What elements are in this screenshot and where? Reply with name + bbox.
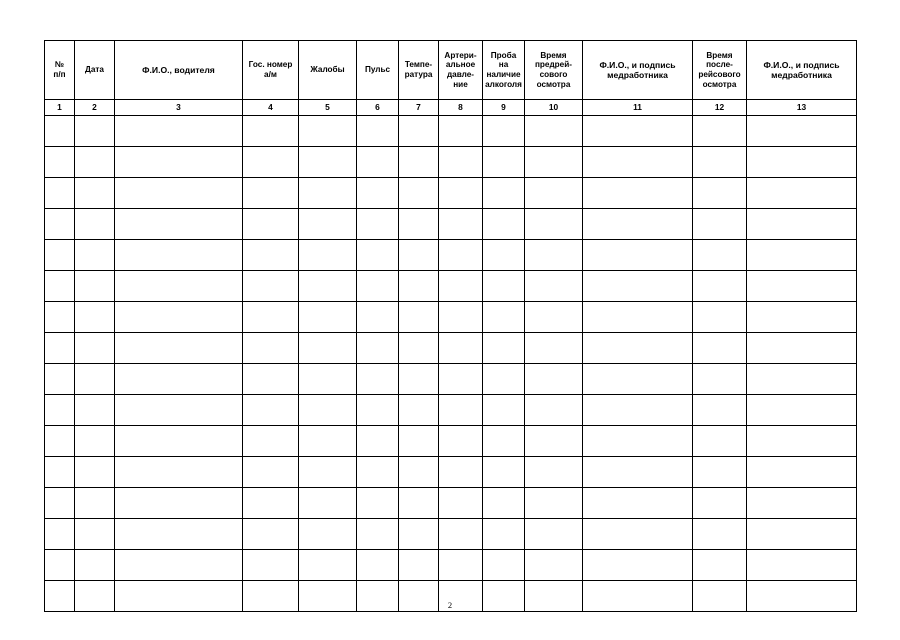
table-cell[interactable]	[357, 333, 399, 364]
table-cell[interactable]	[45, 488, 75, 519]
table-cell[interactable]	[583, 271, 693, 302]
table-cell[interactable]	[693, 271, 747, 302]
table-cell[interactable]	[693, 395, 747, 426]
header-cell-date: Дата	[75, 41, 115, 100]
table-cell[interactable]	[439, 364, 483, 395]
column-number-5: 5	[299, 100, 357, 116]
table-cell[interactable]	[483, 457, 525, 488]
table-cell[interactable]	[45, 178, 75, 209]
table-cell[interactable]	[525, 240, 583, 271]
table-cell[interactable]	[439, 147, 483, 178]
table-cell[interactable]	[399, 209, 439, 240]
table-cell[interactable]	[439, 240, 483, 271]
table-cell[interactable]	[439, 302, 483, 333]
table-cell[interactable]	[583, 364, 693, 395]
column-number-10: 10	[525, 100, 583, 116]
table-cell[interactable]	[483, 488, 525, 519]
table-cell[interactable]	[693, 519, 747, 550]
header-cell-number: № п/п	[45, 41, 75, 100]
table-cell[interactable]	[483, 395, 525, 426]
table-cell[interactable]	[399, 550, 439, 581]
table-cell[interactable]	[583, 147, 693, 178]
table-cell[interactable]	[693, 116, 747, 147]
header-cell-vehicle-number: Гос. номер а/м	[243, 41, 299, 100]
table-cell[interactable]	[525, 116, 583, 147]
table-header	[45, 41, 857, 116]
table-cell[interactable]	[75, 116, 115, 147]
table-cell[interactable]	[45, 333, 75, 364]
column-number-6: 6	[357, 100, 399, 116]
table-cell[interactable]	[693, 178, 747, 209]
table-cell[interactable]	[115, 457, 243, 488]
table-cell[interactable]	[583, 550, 693, 581]
column-number-2: 2	[75, 100, 115, 116]
table-cell[interactable]	[525, 333, 583, 364]
table-cell[interactable]	[243, 302, 299, 333]
table-cell[interactable]	[693, 209, 747, 240]
table-cell[interactable]	[483, 209, 525, 240]
table-cell[interactable]	[115, 116, 243, 147]
table-cell[interactable]	[357, 271, 399, 302]
table-cell[interactable]	[45, 426, 75, 457]
table-cell[interactable]	[693, 333, 747, 364]
table-cell[interactable]	[747, 457, 857, 488]
column-number-8: 8	[439, 100, 483, 116]
table-row	[45, 333, 857, 364]
table-row	[45, 302, 857, 333]
table-cell[interactable]	[399, 116, 439, 147]
header-cell-pretrip-time: Время предрей- сового осмотра	[525, 41, 583, 100]
table-cell[interactable]	[75, 178, 115, 209]
table-cell[interactable]	[583, 519, 693, 550]
header-cell-driver-name: Ф.И.О., водителя	[115, 41, 243, 100]
table-cell[interactable]	[299, 116, 357, 147]
column-number-1: 1	[45, 100, 75, 116]
table-cell[interactable]	[243, 240, 299, 271]
table-cell[interactable]	[75, 426, 115, 457]
table-cell[interactable]	[357, 209, 399, 240]
table-cell[interactable]	[747, 178, 857, 209]
table-cell[interactable]	[299, 178, 357, 209]
table-cell[interactable]	[243, 426, 299, 457]
table-cell[interactable]	[399, 395, 439, 426]
column-number-13: 13	[747, 100, 857, 116]
table-cell[interactable]	[45, 519, 75, 550]
table-cell[interactable]	[243, 271, 299, 302]
table-cell[interactable]	[299, 519, 357, 550]
table-cell[interactable]	[747, 364, 857, 395]
table-cell[interactable]	[115, 147, 243, 178]
table-cell[interactable]	[483, 302, 525, 333]
table-cell[interactable]	[115, 302, 243, 333]
table-cell[interactable]	[357, 426, 399, 457]
table-cell[interactable]	[45, 271, 75, 302]
table-cell[interactable]	[399, 519, 439, 550]
table-cell[interactable]	[439, 488, 483, 519]
table-cell[interactable]	[525, 550, 583, 581]
table-row	[45, 457, 857, 488]
table-cell[interactable]	[115, 488, 243, 519]
table-cell[interactable]	[115, 364, 243, 395]
table-cell[interactable]	[243, 519, 299, 550]
table-cell[interactable]	[583, 395, 693, 426]
table-cell[interactable]	[439, 271, 483, 302]
table-cell[interactable]	[525, 178, 583, 209]
table-cell[interactable]	[75, 240, 115, 271]
table-cell[interactable]	[357, 395, 399, 426]
table-cell[interactable]	[483, 333, 525, 364]
table-cell[interactable]	[357, 302, 399, 333]
table-cell[interactable]	[399, 457, 439, 488]
table-cell[interactable]	[115, 209, 243, 240]
table-cell[interactable]	[357, 488, 399, 519]
table-cell[interactable]	[525, 364, 583, 395]
table-row	[45, 178, 857, 209]
table-cell[interactable]	[45, 395, 75, 426]
table-cell[interactable]	[399, 426, 439, 457]
table-cell[interactable]	[483, 116, 525, 147]
table-row	[45, 271, 857, 302]
table-cell[interactable]	[583, 333, 693, 364]
header-cell-pulse: Пульс	[357, 41, 399, 100]
table-cell[interactable]	[483, 240, 525, 271]
table-cell[interactable]	[357, 364, 399, 395]
table-cell[interactable]	[243, 395, 299, 426]
table-cell[interactable]	[75, 147, 115, 178]
table-cell[interactable]	[525, 147, 583, 178]
table-cell[interactable]	[747, 426, 857, 457]
table-cell[interactable]	[439, 426, 483, 457]
table-cell[interactable]	[747, 271, 857, 302]
table-cell[interactable]	[357, 178, 399, 209]
table-cell[interactable]	[399, 178, 439, 209]
table-cell[interactable]	[357, 457, 399, 488]
table-cell[interactable]	[75, 333, 115, 364]
table-cell[interactable]	[357, 240, 399, 271]
table-cell[interactable]	[525, 271, 583, 302]
table-cell[interactable]	[747, 302, 857, 333]
table-cell[interactable]	[583, 116, 693, 147]
table-cell[interactable]	[299, 302, 357, 333]
table-cell[interactable]	[115, 333, 243, 364]
table-cell[interactable]	[693, 488, 747, 519]
table-body	[45, 116, 857, 612]
table-cell[interactable]	[399, 488, 439, 519]
table-cell[interactable]	[45, 116, 75, 147]
column-number-9: 9	[483, 100, 525, 116]
table-cell[interactable]	[45, 240, 75, 271]
table-cell[interactable]	[75, 457, 115, 488]
table-cell[interactable]	[483, 178, 525, 209]
table-cell[interactable]	[243, 333, 299, 364]
table-cell[interactable]	[115, 240, 243, 271]
table-cell[interactable]	[399, 333, 439, 364]
table-row	[45, 364, 857, 395]
table-cell[interactable]	[693, 426, 747, 457]
header-cell-posttrip-time: Время после- рейсового осмотра	[693, 41, 747, 100]
header-row	[45, 41, 857, 100]
table-cell[interactable]	[399, 271, 439, 302]
table-cell[interactable]	[75, 488, 115, 519]
table-cell[interactable]	[583, 240, 693, 271]
column-number-3: 3	[115, 100, 243, 116]
table-cell[interactable]	[483, 519, 525, 550]
table-row	[45, 147, 857, 178]
table-cell[interactable]	[299, 209, 357, 240]
table-cell[interactable]	[357, 147, 399, 178]
table-cell[interactable]	[483, 550, 525, 581]
table-cell[interactable]	[243, 178, 299, 209]
table-cell[interactable]	[583, 488, 693, 519]
table-cell[interactable]	[483, 426, 525, 457]
table-cell[interactable]	[299, 457, 357, 488]
table-cell[interactable]	[299, 488, 357, 519]
table-cell[interactable]	[115, 395, 243, 426]
table-cell[interactable]	[299, 147, 357, 178]
table-cell[interactable]	[243, 147, 299, 178]
table-cell[interactable]	[439, 178, 483, 209]
column-number-11: 11	[583, 100, 693, 116]
table-cell[interactable]	[243, 209, 299, 240]
table-cell[interactable]	[525, 302, 583, 333]
table-cell[interactable]	[439, 550, 483, 581]
table-cell[interactable]	[399, 364, 439, 395]
table-cell[interactable]	[693, 364, 747, 395]
table-cell[interactable]	[483, 271, 525, 302]
table-cell[interactable]	[299, 364, 357, 395]
table-cell[interactable]	[75, 209, 115, 240]
table-cell[interactable]	[357, 519, 399, 550]
table-row	[45, 395, 857, 426]
table-cell[interactable]	[747, 209, 857, 240]
table-cell[interactable]	[299, 395, 357, 426]
table-cell[interactable]	[747, 488, 857, 519]
header-cell-alcohol-test: Проба на наличие алкоголя	[483, 41, 525, 100]
table-cell[interactable]	[693, 147, 747, 178]
table-cell[interactable]	[747, 395, 857, 426]
table-cell[interactable]	[583, 302, 693, 333]
table-cell[interactable]	[747, 240, 857, 271]
table-cell[interactable]	[75, 550, 115, 581]
table-cell[interactable]	[115, 178, 243, 209]
table-cell[interactable]	[525, 457, 583, 488]
table-cell[interactable]	[525, 209, 583, 240]
header-cell-posttrip-medic-signature: Ф.И.О., и подпись медработника	[747, 41, 857, 100]
header-cell-pretrip-medic-signature: Ф.И.О., и подпись медработника	[583, 41, 693, 100]
table-cell[interactable]	[483, 364, 525, 395]
table-row	[45, 550, 857, 581]
table-cell[interactable]	[439, 395, 483, 426]
table-cell[interactable]	[439, 209, 483, 240]
table-cell[interactable]	[299, 333, 357, 364]
table-row	[45, 240, 857, 271]
table-row	[45, 426, 857, 457]
table-cell[interactable]	[299, 271, 357, 302]
column-number-12: 12	[693, 100, 747, 116]
table-cell[interactable]	[75, 271, 115, 302]
table-cell[interactable]	[583, 178, 693, 209]
column-number-row	[45, 100, 857, 116]
table-cell[interactable]	[583, 457, 693, 488]
table-row	[45, 519, 857, 550]
table-cell[interactable]	[115, 426, 243, 457]
table-cell[interactable]	[45, 550, 75, 581]
table-cell[interactable]	[45, 457, 75, 488]
table-cell[interactable]	[747, 116, 857, 147]
table-cell[interactable]	[45, 302, 75, 333]
table-cell[interactable]	[693, 457, 747, 488]
table-cell[interactable]	[243, 364, 299, 395]
table-cell[interactable]	[243, 457, 299, 488]
table-cell[interactable]	[693, 240, 747, 271]
table-cell[interactable]	[399, 302, 439, 333]
table-cell[interactable]	[243, 488, 299, 519]
table-cell[interactable]	[747, 550, 857, 581]
table-cell[interactable]	[693, 302, 747, 333]
table-cell[interactable]	[583, 209, 693, 240]
table-cell[interactable]	[75, 395, 115, 426]
table-cell[interactable]	[357, 550, 399, 581]
table-cell[interactable]	[399, 240, 439, 271]
table-row	[45, 209, 857, 240]
table-cell[interactable]	[115, 271, 243, 302]
header-cell-complaints: Жалобы	[299, 41, 357, 100]
table-cell[interactable]	[243, 550, 299, 581]
table-cell[interactable]	[583, 426, 693, 457]
table-cell[interactable]	[399, 147, 439, 178]
table-cell[interactable]	[525, 519, 583, 550]
table-cell[interactable]	[299, 240, 357, 271]
header-cell-temperature: Темпе- ратура	[399, 41, 439, 100]
table-cell[interactable]	[483, 147, 525, 178]
table-cell[interactable]	[75, 364, 115, 395]
table-cell[interactable]	[45, 147, 75, 178]
table-cell[interactable]	[75, 519, 115, 550]
header-cell-blood-pressure: Артери- альное давле- ние	[439, 41, 483, 100]
medical-inspection-journal-table	[44, 40, 857, 612]
table-cell[interactable]	[747, 519, 857, 550]
page-number: 2	[447, 600, 453, 610]
table-cell[interactable]	[75, 302, 115, 333]
table-cell[interactable]	[525, 395, 583, 426]
table-cell[interactable]	[525, 488, 583, 519]
table-cell[interactable]	[243, 116, 299, 147]
column-number-7: 7	[399, 100, 439, 116]
table-cell[interactable]	[747, 333, 857, 364]
table-cell[interactable]	[45, 364, 75, 395]
table-cell[interactable]	[45, 209, 75, 240]
table-row	[45, 116, 857, 147]
table-cell[interactable]	[115, 550, 243, 581]
table-cell[interactable]	[439, 333, 483, 364]
column-number-4: 4	[243, 100, 299, 116]
table-cell[interactable]	[357, 116, 399, 147]
table-cell[interactable]	[439, 457, 483, 488]
table-cell[interactable]	[439, 519, 483, 550]
table-cell[interactable]	[299, 426, 357, 457]
table-cell[interactable]	[115, 519, 243, 550]
table-cell[interactable]	[747, 147, 857, 178]
table-cell[interactable]	[693, 550, 747, 581]
table-cell[interactable]	[299, 550, 357, 581]
table-cell[interactable]	[439, 116, 483, 147]
table-cell[interactable]	[525, 426, 583, 457]
table-row	[45, 488, 857, 519]
